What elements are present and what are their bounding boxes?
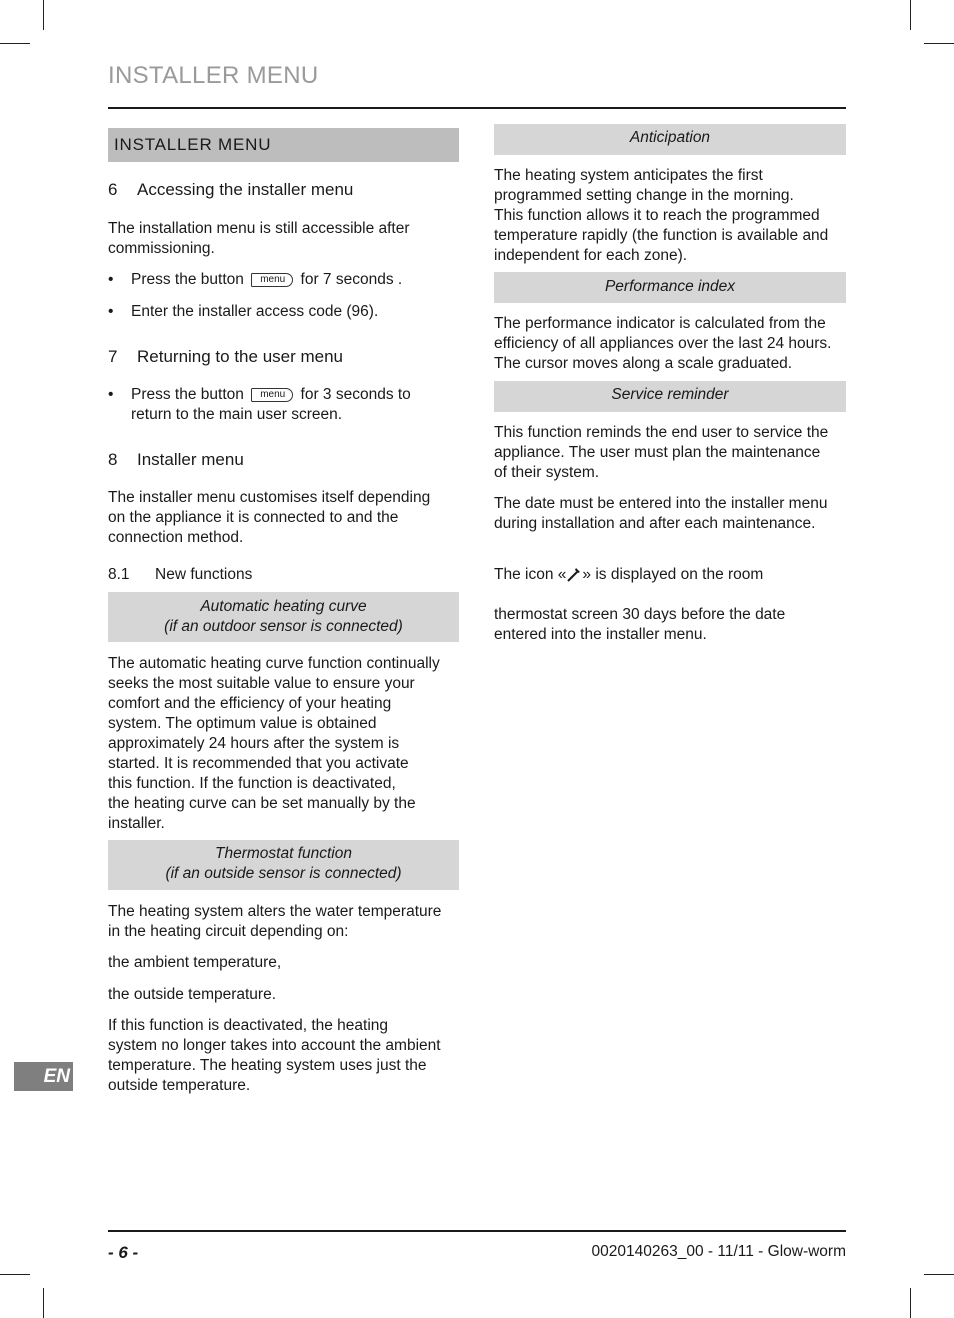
wrench-icon: [566, 566, 582, 582]
paragraph-text: The icon «: [494, 566, 567, 583]
heading-number: 7: [108, 347, 118, 366]
section-bar: [108, 128, 459, 162]
paragraph: The installation menu is still accessible after commissioning.: [108, 220, 410, 257]
bullet-text: Enter the installer access code (96).: [131, 303, 379, 320]
header-divider: [108, 107, 846, 109]
feature-box: Automatic heating curve (if an outdoor sensor is connected): [108, 592, 459, 642]
paragraph: The performance indicator is calculated from the efficiency of all appliances over the last 24 hours. The cursor moves along a scale graduated.: [494, 315, 832, 372]
document-reference: 0020140263_00 - 11/11 - Glow-worm: [591, 1243, 846, 1260]
crop-mark: [0, 1274, 30, 1275]
bullet-item: [108, 270, 459, 290]
bullet-text: for 3 seconds to: [300, 386, 411, 403]
paragraph: the ambient temperature,: [108, 954, 282, 971]
heading-title: Returning to the user menu: [137, 347, 344, 366]
crop-mark: [924, 1274, 954, 1275]
paragraph: The heating system alters the water temperature in the heating circuit depending on:: [108, 903, 442, 940]
feature-box: Performance index: [494, 272, 846, 303]
bullet-item: [108, 302, 459, 322]
bullet-text: for 7 seconds .: [300, 271, 403, 288]
paragraph: The heating system anticipates the first programmed setting change in the morning. This function allows it to reach the programmed temperature rapidly (the function is available and independent for each zone).: [494, 167, 829, 264]
heading-number: 8: [108, 450, 118, 469]
crop-mark: [924, 43, 954, 44]
section-bar-label: INSTALLER MENU: [114, 135, 272, 154]
bullet-text: Press the button: [131, 386, 244, 403]
heading-8: [108, 449, 244, 471]
language-tab: EN: [14, 1062, 73, 1091]
heading-6: [108, 179, 353, 201]
page-number: - 6 -: [108, 1243, 139, 1262]
menu-key-icon: menu: [251, 273, 293, 287]
paragraph: The automatic heating curve function continually seeks the most suitable value to ensure your comfort and the efficiency of your heating system. The optimum value is obtained approximately 24 hours after the system is started. It is recommended that you activate this function. If the function is deactivated, the heating curve can be set manually by the installer.: [108, 655, 440, 832]
paragraph-text: » is displayed on the room: [582, 566, 764, 583]
page-title: INSTALLER MENU: [108, 62, 319, 89]
feature-box: Thermostat function (if an outside sensor is connected): [108, 840, 459, 890]
paragraph: the outside temperature.: [108, 986, 277, 1003]
bullet-text: Press the button: [131, 271, 244, 288]
bullet-dot: •: [108, 386, 114, 403]
subheading-number: 8.1: [108, 566, 130, 583]
paragraph: The installer menu customises itself depending on the appliance it is connected to and the connection method.: [108, 489, 431, 546]
bullet-item: [108, 385, 459, 425]
feature-box: Anticipation: [494, 124, 846, 155]
paragraph: The date must be entered into the installer menu during installation and after each maintenance.: [494, 495, 828, 532]
feature-box: Service reminder: [494, 381, 846, 412]
paragraph: [494, 545, 846, 665]
crop-mark: [0, 43, 30, 44]
subheading-title: New functions: [155, 566, 253, 583]
heading-title: Accessing the installer menu: [137, 180, 354, 199]
crop-mark: [910, 1288, 911, 1318]
heading-number: 6: [108, 180, 118, 199]
paragraph-text: thermostat screen 30 days before the date entered into the installer menu.: [494, 606, 786, 643]
heading-7: [108, 346, 343, 368]
heading-title: Installer menu: [137, 450, 244, 469]
bullet-dot: •: [108, 271, 114, 288]
bullet-dot: •: [108, 303, 114, 320]
footer-divider: [108, 1230, 846, 1232]
crop-mark: [910, 0, 911, 30]
paragraph: If this function is deactivated, the heating system no longer takes into account the ambient temperature. The heating system uses just the outside temperature.: [108, 1017, 441, 1094]
paragraph: This function reminds the end user to service the appliance. The user must plan the maintenance of their system.: [494, 424, 829, 481]
menu-key-icon: menu: [251, 388, 293, 402]
crop-mark: [43, 0, 44, 30]
crop-mark: [43, 1288, 44, 1318]
subheading-8-1: [108, 565, 252, 585]
bullet-text: return to the main user screen.: [131, 406, 343, 423]
